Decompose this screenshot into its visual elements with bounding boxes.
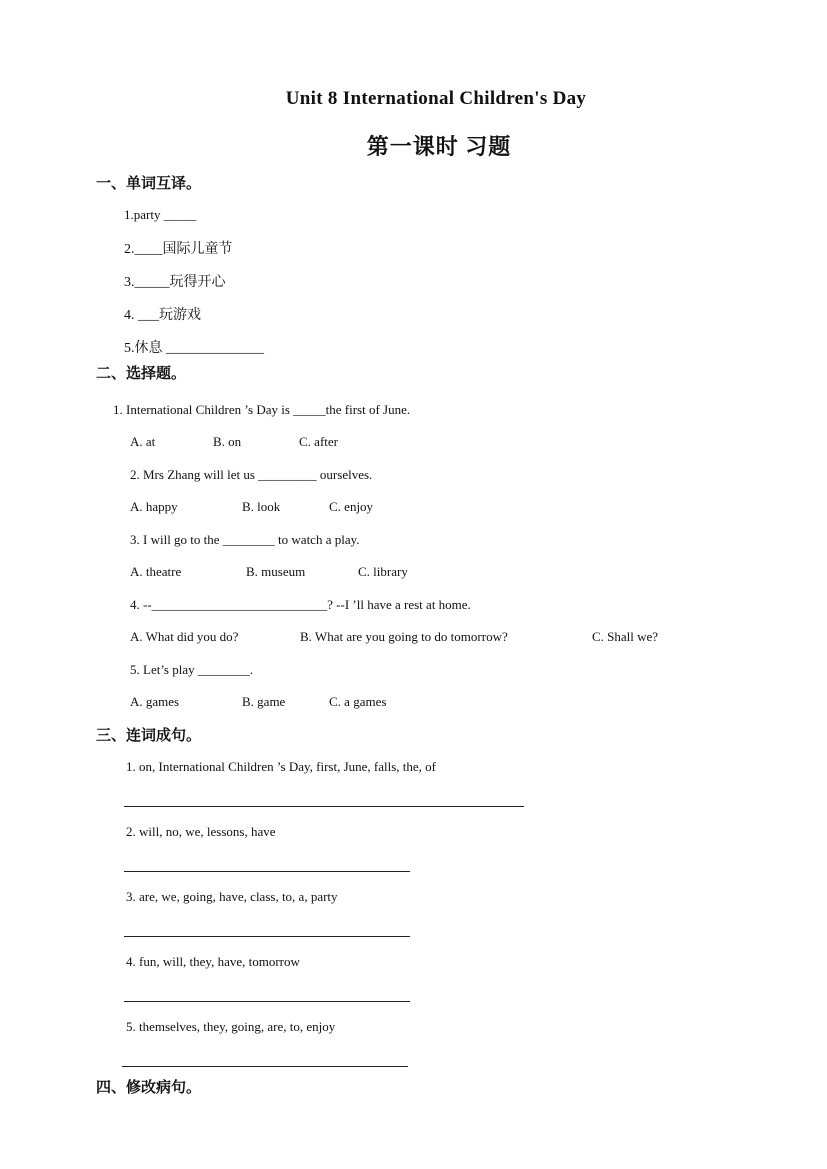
translation-item-5: 5.休息 ______________ (124, 341, 264, 356)
question-4-option-a: A. What did you do? (130, 629, 239, 644)
reorder-item-1: 1. on, International Children ’s Day, first, June, falls, the, of (126, 759, 437, 774)
question-3-option-b: B. museum (246, 564, 306, 579)
section-3-heading: 三、连词成句。 (96, 728, 202, 744)
translation-item-3: 3._____玩得开心 (124, 275, 226, 290)
reorder-item-2: 2. will, no, we, lessons, have (126, 824, 276, 839)
answer-line-1[interactable] (124, 806, 524, 807)
question-1-option-c: C. after (299, 434, 338, 449)
question-5-option-c: C. a games (329, 694, 387, 709)
question-1-option-a: A. at (130, 434, 156, 449)
question-4-option-c: C. Shall we? (592, 629, 659, 644)
question-5-option-a: A. games (130, 694, 180, 709)
answer-line-5[interactable] (122, 1066, 408, 1067)
question-3-stem: 3. I will go to the ________ to watch a play. (130, 532, 360, 547)
question-4-stem: 4. --___________________________? --I ’ll have a rest at home. (130, 597, 471, 612)
reorder-item-5: 5. themselves, they, going, are, to, enjoy (126, 1019, 336, 1034)
question-5-stem: 5. Let’s play ________. (130, 662, 254, 677)
section-1-heading: 一、单词互译。 (96, 176, 202, 192)
answer-line-4[interactable] (124, 1001, 410, 1002)
question-2-option-b: B. look (242, 499, 281, 514)
page-title: Unit 8 International Children's Day (285, 88, 587, 109)
translation-item-1: 1.party _____ (124, 207, 197, 222)
answer-line-3[interactable] (124, 936, 410, 937)
reorder-item-4: 4. fun, will, they, have, tomorrow (126, 954, 300, 969)
translation-item-4: 4. ___玩游戏 (124, 308, 201, 323)
question-3-option-c: C. library (358, 564, 408, 579)
question-1-option-b: B. on (213, 434, 242, 449)
question-4-option-b: B. What are you going to do tomorrow? (300, 629, 508, 644)
page-subtitle: 第一课时 习题 (366, 134, 512, 159)
question-2-stem: 2. Mrs Zhang will let us _________ ourselves. (130, 467, 373, 482)
answer-line-2[interactable] (124, 871, 410, 872)
section-4-heading: 四、修改病句。 (96, 1080, 202, 1096)
question-3-option-a: A. theatre (130, 564, 182, 579)
question-2-option-a: A. happy (130, 499, 178, 514)
translation-item-2: 2.____国际儿童节 (124, 242, 233, 257)
question-1-stem: 1. International Children ’s Day is _____the first of June. (113, 402, 411, 417)
question-5-option-b: B. game (242, 694, 286, 709)
section-2-heading: 二、选择题。 (96, 366, 187, 382)
reorder-item-3: 3. are, we, going, have, class, to, a, party (126, 889, 338, 904)
question-2-option-c: C. enjoy (329, 499, 374, 514)
